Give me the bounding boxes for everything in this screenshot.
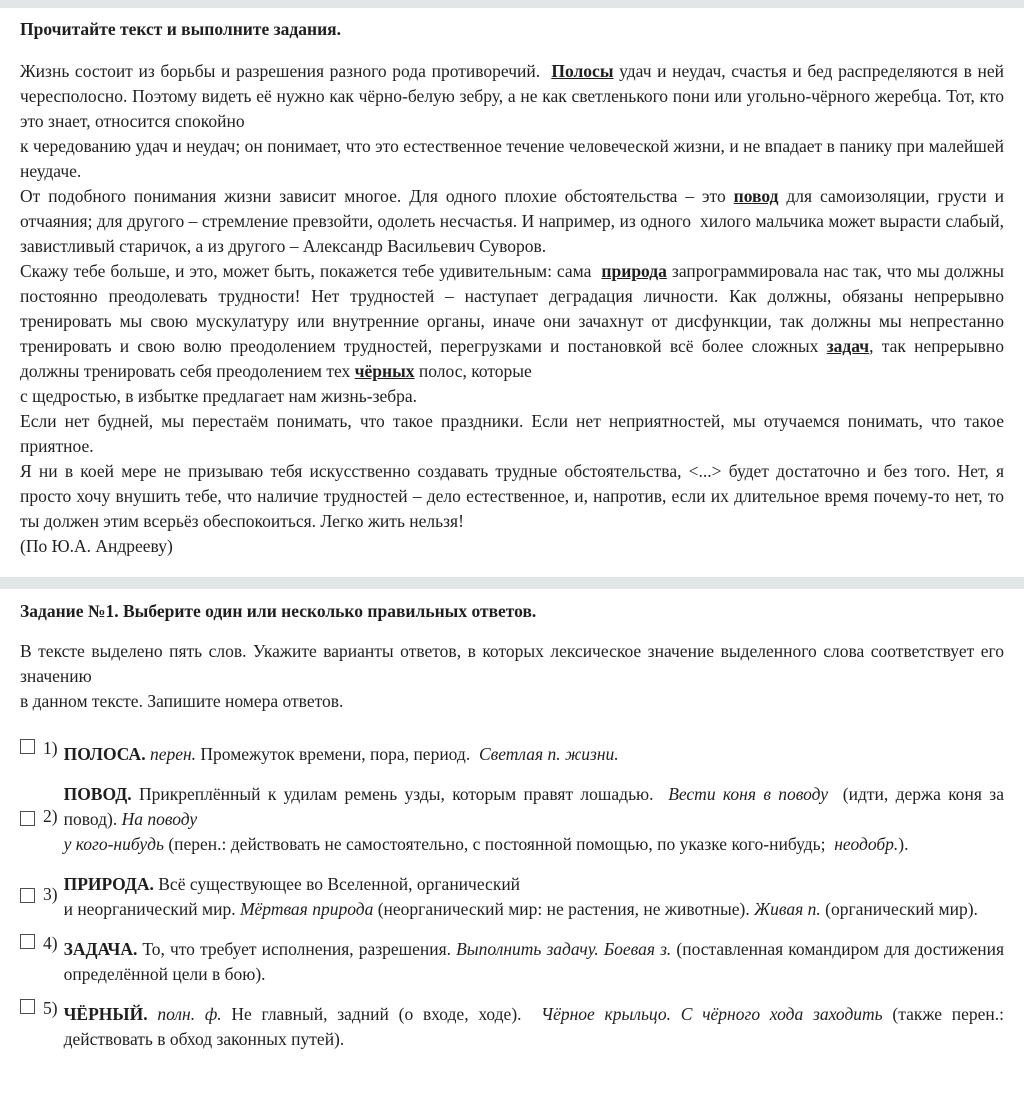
text-paragraph <box>20 59 1004 184</box>
text-segment: с щедростью, в избытке предлагает нам жизнь-зебра. <box>20 386 418 406</box>
answer-option-number: 3) <box>43 883 58 904</box>
answer-option-4 <box>20 931 1004 987</box>
answer-checkbox-1[interactable] <box>20 739 35 754</box>
text-segment: неодобр. <box>834 834 899 854</box>
text-segment: Прикреплённый к удилам ремень узды, которым правят лошадью. <box>131 784 669 804</box>
text-segment: (поставленная командиром для достижения определённой цели в бою). <box>63 939 1004 984</box>
text-paragraph <box>20 259 1004 409</box>
section-divider <box>0 577 1024 589</box>
text-segment: Я ни в коей мере не призываю тебя искусственно создавать трудные обстоятельства, <...> будет достаточно и без того. Нет, я просто хочу внушить тебе, что наличие трудностей – дело естественное, и, напротив, если их длительное время почему-то нет, то ты должен этим всерьёз обеспокоиться. Легко жить нельзя! <box>20 461 1004 531</box>
text-segment: запрограммировала нас так, что мы должны постоянно преодолевать трудности! Нет трудностей – наступает деградация личности. Как должны, обязаны непрерывно тренировать мы свою мускулатуру или внутренние органы, иначе они зачахнут от дисфункции, так должны мы непрестанно тренировать и свою волю преодолением трудностей, перегрузками и постановкой всё более сложных <box>20 261 1004 356</box>
answer-option-number: 1) <box>43 738 58 758</box>
text-segment: ПРИРОДА. <box>63 874 154 894</box>
text-segment: Жизнь состоит из борьбы и разрешения разного рода противоречий. <box>20 61 552 81</box>
answer-option-text <box>64 866 1004 922</box>
text-segment: Если нет будней, мы перестаём понимать, что такое праздники. Если нет неприятностей, мы отучаемся понимать, что такое приятное. <box>20 411 1004 456</box>
text-segment: От подобного понимания жизни зависит многое. Для одного плохие обстоятельства – это <box>20 186 734 206</box>
text-segment: у кого-нибудь <box>63 834 164 854</box>
text-segment: На поводу <box>121 809 198 829</box>
text-segment: (перен.: действовать не самостоятельно, с постоянной помощью, по указке кого-нибудь; <box>163 834 835 854</box>
text-segment: повод <box>733 186 779 206</box>
text-segment: удач и неудач, счастья и бед распределяются в ней чересполосно. Поэтому видеть её нужно как чёрно-белую зебру, а не как светленького пони или угольно-чёрного жеребца. Тот, кто это знает, относится спокойно <box>20 61 1004 131</box>
text-segment: , так непрерывно должны тренировать себя преодолением тех <box>20 336 1004 381</box>
text-segment: (органический мир). <box>820 899 978 919</box>
text-segment: (неорганический мир: не растения, не животные). <box>373 899 755 919</box>
text-segment: Всё существующее во Вселенной, органический <box>153 874 521 894</box>
text-segment: Скажу тебе больше, и это, может быть, покажется тебе удивительным: сама <box>20 261 602 281</box>
text-segment: (также перен.: действовать в обход законных путей). <box>63 1004 1004 1049</box>
text-paragraph <box>20 534 1004 559</box>
reading-text <box>20 59 1004 559</box>
text-segment: То, что требует исполнения, разрешения. <box>137 939 457 959</box>
answer-option-number: 5) <box>43 998 58 1018</box>
task-section <box>0 599 1024 1052</box>
text-segment: и неорганический мир. <box>63 899 240 919</box>
text-paragraph <box>20 459 1004 534</box>
text-segment: Мёртвая природа <box>239 899 374 919</box>
text-segment: ПОВОД. <box>63 784 132 804</box>
text-segment: Живая п. <box>754 899 821 919</box>
page-top-band <box>0 0 1024 8</box>
text-segment: ЧЁРНЫЙ. <box>63 1004 148 1024</box>
answer-options <box>20 736 1004 1052</box>
text-segment: Выполнить задачу. Боевая з. <box>456 939 672 959</box>
answer-option-text <box>64 931 1004 987</box>
text-segment: полн. ф. <box>147 1004 222 1024</box>
text-segment: В тексте выделено пять слов. Укажите варианты ответов, в которых лексическое значение выделенного слова соответствует его значению <box>20 641 1004 686</box>
reading-instruction: Прочитайте текст и выполните задания. <box>20 19 342 39</box>
answer-option-3 <box>20 866 1004 922</box>
text-segment: ЗАДАЧА. <box>63 939 138 959</box>
text-segment: задач <box>826 336 870 356</box>
text-segment: в данном тексте. Запишите номера ответов. <box>20 691 344 711</box>
text-segment: полос, которые <box>414 361 532 381</box>
text-segment: природа <box>601 261 667 281</box>
text-paragraph <box>20 184 1004 259</box>
reading-section <box>0 17 1024 559</box>
text-segment: чёрных <box>354 361 415 381</box>
text-segment: (По Ю.А. Андрееву) <box>20 536 173 556</box>
text-paragraph <box>20 409 1004 459</box>
text-segment: (идти, держа коня за повод). <box>63 784 1004 829</box>
task-title: Задание №1. Выберите один или несколько правильных ответов. <box>20 601 537 621</box>
text-segment: для самоизоляции, грусти и отчаяния; для другого – стремление превзойти, одолеть несчастья. И например, из одного хилого мальчика может вырасти слабый, завистливый старичок, а из другого – Александр Васильевич Суворов. <box>20 186 1004 256</box>
text-segment: ). <box>898 834 909 854</box>
answer-checkbox-5[interactable] <box>20 999 35 1014</box>
answer-option-text <box>64 776 1004 857</box>
text-segment: Промежуток времени, пора, период. <box>196 744 479 764</box>
text-segment: Полосы <box>551 61 614 81</box>
text-segment: Чёрное крыльцо. С чёрного хода заходить <box>541 1004 883 1024</box>
text-segment: Светлая п. жизни. <box>478 744 619 764</box>
answer-option-1 <box>20 736 1004 767</box>
text-segment: ПОЛОСА. <box>63 744 146 764</box>
answer-checkbox-3[interactable] <box>20 888 35 903</box>
task-description <box>20 639 1004 714</box>
answer-option-number: 2) <box>43 806 58 826</box>
text-segment: к чередованию удач и неудач; он понимает, что это естественное течение человеческой жизни, и не впадает в панику при малейшей неудаче. <box>20 136 1004 181</box>
answer-option-text <box>64 736 1004 767</box>
text-segment: перен. <box>145 744 197 764</box>
text-segment: Вести коня в поводу <box>668 784 829 804</box>
answer-option-2 <box>20 776 1004 857</box>
answer-checkbox-2[interactable] <box>20 811 35 826</box>
text-segment: Не главный, задний (о входе, ходе). <box>221 1004 542 1024</box>
answer-option-text <box>64 996 1004 1052</box>
answer-option-5 <box>20 996 1004 1052</box>
answer-option-number: 4) <box>43 933 58 953</box>
answer-checkbox-4[interactable] <box>20 934 35 949</box>
